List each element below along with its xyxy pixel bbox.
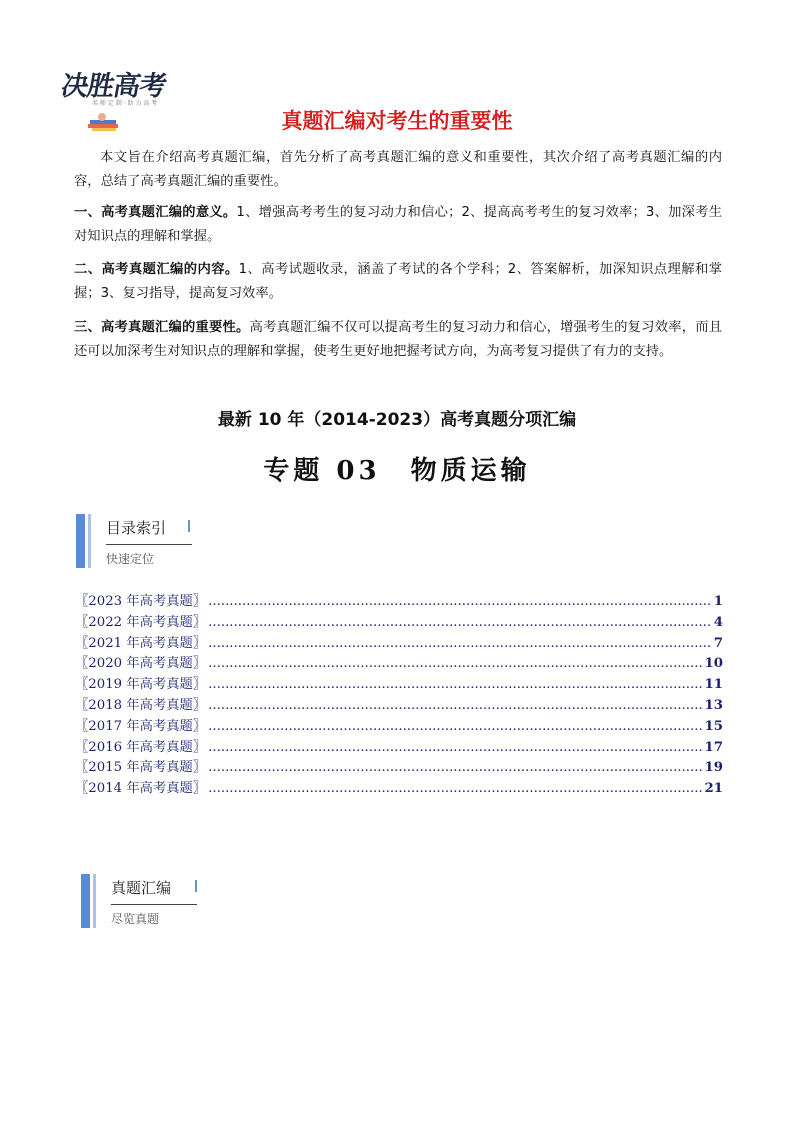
- toc-page: 11: [704, 677, 723, 693]
- toc-page: 17: [704, 739, 723, 755]
- toc-item[interactable]: [75, 694, 723, 715]
- section-1-head: 一、高考真题汇编的意义。: [74, 205, 237, 220]
- toc-label: 〖2014 年高考真题〗: [75, 781, 207, 797]
- toc-leader: [208, 781, 702, 796]
- toc-label: 〖2015 年高考真题〗: [75, 760, 207, 776]
- accent-bar-thin: [93, 874, 96, 928]
- logo-subtext: 名 师 定 制 · 助 力 高 考: [92, 100, 158, 107]
- toc-leader: [208, 594, 712, 609]
- toc-item[interactable]: [75, 632, 723, 653]
- section-1: [74, 201, 722, 249]
- intro-paragraph: 本文旨在介绍高考真题汇编，首先分析了高考真题汇编的意义和重要性，其次介绍了高考真题汇编的内容，总结了高考真题汇编的重要性。: [74, 150, 722, 190]
- topic-heading: 专题 03 物质运输: [263, 456, 531, 486]
- divider: [111, 904, 197, 905]
- toc-page: 21: [704, 781, 723, 797]
- toc-leader: [208, 719, 702, 734]
- document-subtitle: 最新 10 年（2014-2023）高考真题分项汇编: [217, 410, 577, 430]
- toc-item[interactable]: [75, 673, 723, 694]
- toc-leader: [208, 677, 702, 692]
- divider: [106, 544, 192, 545]
- toc-item[interactable]: [75, 611, 723, 632]
- toc-box-subtitle: 快速定位: [106, 552, 155, 566]
- section-2-head: 二、高考真题汇编的内容。: [74, 262, 239, 277]
- section-2-body: 1、高考试题收录，涵盖了考试的各个学科；2、答案解析，加深知识点理解和掌握；3、复习指导，提高复习效率。: [74, 262, 723, 302]
- section-3-body: 高考真题汇编不仅可以提高考生的复习动力和信心，增强考生的复习效率，而且还可以加深考生对知识点的理解和掌握，使考生更好地把握考试方向，为高考复习提供了有力的支持。: [74, 320, 723, 360]
- page-title: 真题汇编对考生的重要性: [281, 109, 513, 133]
- toc-label: 〖2017 年高考真题〗: [75, 718, 207, 734]
- toc-item[interactable]: [75, 777, 723, 798]
- accent-bar: [81, 874, 90, 928]
- title-tick: [188, 520, 190, 532]
- toc-page: 19: [704, 760, 723, 776]
- toc-leader: [208, 615, 712, 630]
- section-3-head: 三、高考真题汇编的重要性。: [74, 320, 250, 335]
- accent-bar: [76, 514, 85, 568]
- toc-item[interactable]: [75, 736, 723, 757]
- toc-box-title: 目录索引: [106, 519, 167, 537]
- title-tick: [195, 880, 197, 892]
- toc-item[interactable]: [75, 715, 723, 736]
- toc-page: 7: [713, 635, 723, 651]
- toc-label: 〖2016 年高考真题〗: [75, 739, 207, 755]
- toc-label: 〖2023 年高考真题〗: [75, 594, 207, 609]
- section-2: [74, 258, 722, 306]
- toc-leader: [208, 760, 702, 775]
- toc-label: 〖2022 年高考真题〗: [75, 614, 207, 630]
- toc-page: 10: [704, 656, 723, 672]
- toc-page: 1: [713, 594, 723, 609]
- toc-label: 〖2020 年高考真题〗: [75, 656, 207, 672]
- toc-page: 4: [713, 614, 723, 630]
- logo-text: 决胜高考: [58, 71, 169, 102]
- toc-header-box: [76, 514, 216, 570]
- toc-page: 13: [704, 697, 723, 713]
- toc-leader: [208, 636, 712, 651]
- accent-bar-thin: [88, 514, 91, 568]
- collection-box-subtitle: 尽览真题: [111, 912, 160, 926]
- section-3: [74, 316, 722, 364]
- toc-item[interactable]: [75, 756, 723, 777]
- toc-item[interactable]: [75, 652, 723, 673]
- toc-page: 15: [704, 718, 723, 734]
- collection-header-box: [81, 874, 221, 930]
- toc-item[interactable]: [75, 590, 723, 611]
- collection-box-title: 真题汇编: [111, 879, 172, 897]
- section-1-body: 1、增强高考考生的复习动力和信心；2、提高高考考生的复习效率；3、加深考生对知识点的理解和掌握。: [74, 205, 722, 245]
- toc-label: 〖2021 年高考真题〗: [75, 635, 207, 651]
- toc-leader: [208, 656, 702, 671]
- toc-label: 〖2019 年高考真题〗: [75, 677, 207, 693]
- toc-leader: [208, 740, 702, 755]
- toc-label: 〖2018 年高考真题〗: [75, 697, 207, 713]
- toc-leader: [208, 698, 702, 713]
- table-of-contents: [75, 590, 723, 798]
